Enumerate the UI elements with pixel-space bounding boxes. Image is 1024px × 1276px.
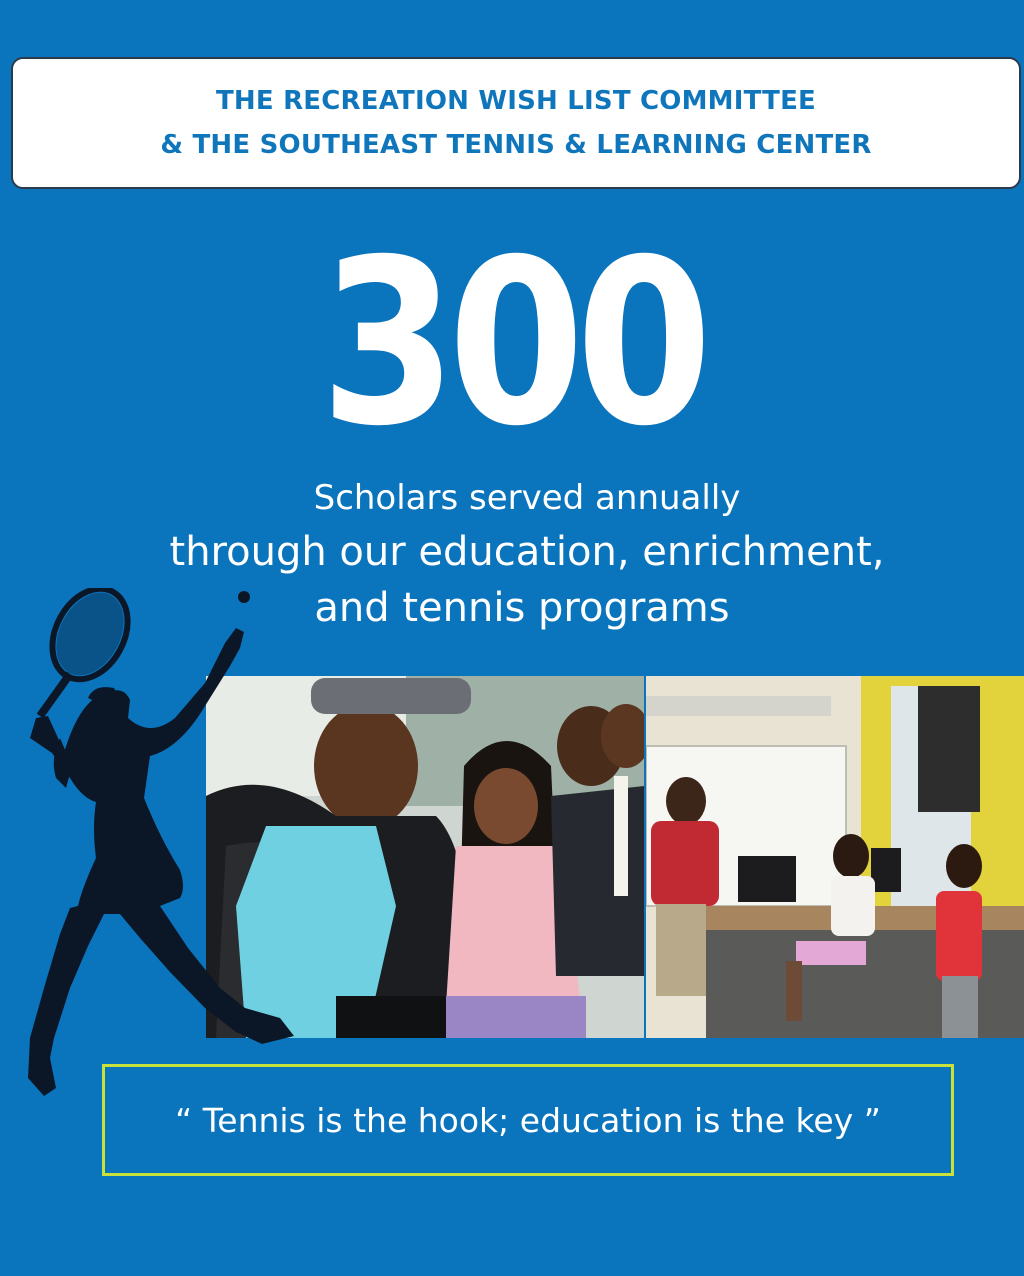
header-line-1: THE RECREATION WISH LIST COMMITTEE <box>215 86 816 116</box>
tennis-ball-icon <box>238 591 250 603</box>
quote-text: “ Tennis is the hook; education is the key ” <box>175 1100 881 1140</box>
tennis-player-silhouette-icon <box>0 588 300 1108</box>
stat-number: 300 <box>320 210 704 476</box>
stat-line-1: Scholars served annually <box>313 478 741 518</box>
quote-box <box>102 1064 954 1176</box>
header-banner <box>11 57 1021 189</box>
photo-classroom <box>646 676 1024 1038</box>
stat-line-2: through our education, enrichment, <box>169 529 885 575</box>
stat-line-3: and tennis programs <box>314 585 730 631</box>
header-line-2: & THE SOUTHEAST TENNIS & LEARNING CENTER <box>160 130 872 160</box>
